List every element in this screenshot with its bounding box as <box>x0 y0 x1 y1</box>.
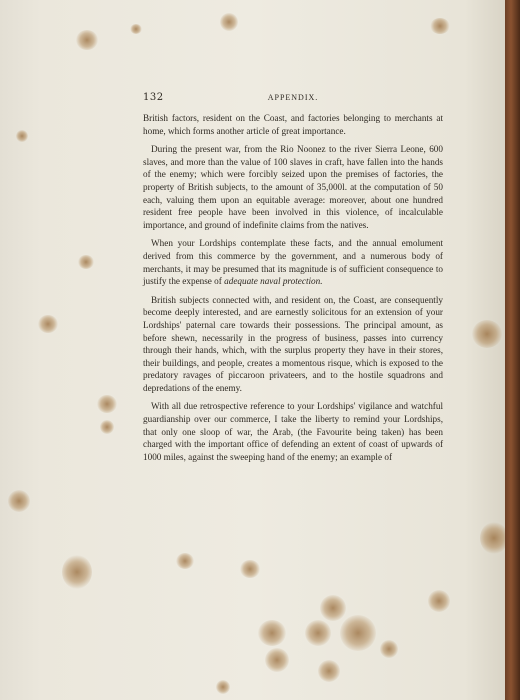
foxing-spot <box>320 595 346 621</box>
foxing-spot <box>318 660 340 682</box>
foxing-spot <box>76 30 98 50</box>
foxing-spot <box>97 395 117 413</box>
foxing-spot <box>240 560 260 578</box>
foxing-spot <box>258 620 286 646</box>
paragraph <box>143 143 443 231</box>
foxing-spot <box>100 420 114 434</box>
paragraph-text: With all due retrospective reference to your Lordships' vigilance and watchful guardianship over our commerce, I take the liberty to remind your Lordships, that only one sloop of war, the Arab, (the Favourite being taken) has been charged with the important office of defending an extent of coast of upwards of 1000 miles, against the sweeping hand of the enemy; an example of <box>143 401 443 462</box>
foxing-spot <box>380 640 398 658</box>
running-head: APPENDIX. <box>267 93 319 102</box>
foxing-spot <box>8 490 30 512</box>
foxing-spot <box>220 13 238 31</box>
foxing-spot <box>340 615 376 651</box>
paragraph-text: British subjects connected with, and resident on, the Coast, are consequently become deeply interested, and are earnestly solicitous for an extension of your Lordships' paternal care towards their possessions. The principal amount, as before shewn, necessarily in the progress of business, passes into currency through their hands, which, with the surplus property they have in their stores, their buildings, and people, creates a momentous risque, which is exposed to the predatory ravages of piccaroon privateers, and to the hostile squadrons and depredations of the enemy. <box>143 294 443 393</box>
foxing-spot <box>265 648 289 672</box>
foxing-spot <box>216 680 230 694</box>
foxing-spot <box>130 24 142 34</box>
page-text-block <box>143 92 443 469</box>
foxing-spot <box>16 130 28 142</box>
paragraph <box>143 237 443 287</box>
foxing-spot <box>472 320 502 348</box>
paragraph-text: During the present war, from the Rio Noonez to the river Sierra Leone, 600 slaves, and more than the value of 100 slaves in craft, have fallen into the hands of the enemy; which were forcibly seized upon the premises of factories, the property of British subjects, to the amount of 35,000l. at the computation of 50 each, valuing them upon an equitable average: moreover, about one hundred resident free people have been involved in this violence, of incalculable importance, and ground of indefinite claims from the natives. <box>143 144 443 230</box>
paragraph <box>143 294 443 395</box>
foxing-spot <box>38 315 58 333</box>
page-number: 132 <box>143 92 164 103</box>
paragraph <box>143 112 443 137</box>
paragraph-text: When your Lordships contemplate these facts, and the annual emolument derived from this commerce by the government, and a numerous body of merchants, it may be presumed that its magnitude is of sufficient consequence to justify the expense of <box>143 238 443 287</box>
foxing-spot <box>480 522 505 554</box>
foxing-spot <box>78 255 94 269</box>
foxing-spot <box>176 553 194 569</box>
foxing-spot <box>62 555 92 589</box>
paragraph <box>143 400 443 463</box>
foxing-spot <box>305 620 331 646</box>
book-spine-edge <box>505 0 520 700</box>
page-header <box>143 92 443 106</box>
paragraph-text: British factors, resident on the Coast, and factories belonging to merchants at home, which forms another article of great importance. <box>143 113 443 136</box>
foxing-spot <box>430 18 450 34</box>
paragraph-italic-text: adequate naval protection. <box>224 276 323 287</box>
foxing-spot <box>428 590 450 612</box>
